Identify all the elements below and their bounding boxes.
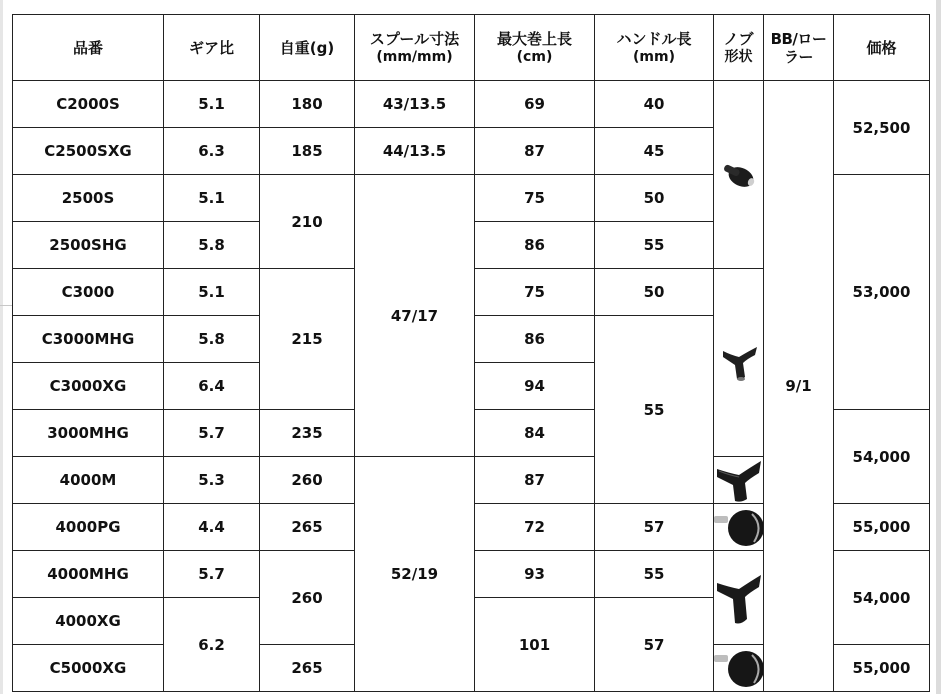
header-bb: BB/ローラー bbox=[764, 15, 834, 81]
header-handle-l2: (mm) bbox=[633, 48, 675, 65]
cell-price: 55,000 bbox=[834, 504, 930, 551]
table-row bbox=[13, 81, 930, 128]
cell-model: 4000PG bbox=[13, 504, 164, 551]
cell-handle: 55 bbox=[595, 551, 714, 598]
round-knob-icon bbox=[714, 645, 764, 691]
cell-weight: 210 bbox=[260, 175, 355, 269]
header-line-l2: (cm) bbox=[516, 48, 553, 65]
cell-weight: 215 bbox=[260, 269, 355, 410]
knob-cell bbox=[714, 551, 764, 645]
edge-tick bbox=[0, 305, 12, 306]
cell-price: 54,000 bbox=[834, 410, 930, 504]
cell-model: 4000MHG bbox=[13, 551, 164, 598]
cell-gear: 5.7 bbox=[164, 410, 260, 457]
cell-spool: 44/13.5 bbox=[355, 128, 475, 175]
cell-handle: 50 bbox=[595, 269, 714, 316]
cell-line: 84 bbox=[475, 410, 595, 457]
cell-gear: 5.7 bbox=[164, 551, 260, 598]
cell-line: 87 bbox=[475, 128, 595, 175]
cell-bb: 9/1 bbox=[764, 81, 834, 692]
cell-weight: 185 bbox=[260, 128, 355, 175]
cell-weight: 235 bbox=[260, 410, 355, 457]
header-line-l1: 最大巻上長 bbox=[496, 29, 572, 48]
cell-gear: 5.1 bbox=[164, 81, 260, 128]
round-knob-icon bbox=[714, 504, 764, 550]
header-line bbox=[475, 15, 595, 81]
cell-model: C2000S bbox=[13, 81, 164, 128]
cell-weight: 260 bbox=[260, 457, 355, 504]
knob-cell bbox=[714, 81, 764, 269]
cell-line: 75 bbox=[475, 269, 595, 316]
cell-weight: 180 bbox=[260, 81, 355, 128]
header-model: 品番 bbox=[13, 15, 164, 81]
cell-price: 53,000 bbox=[834, 175, 930, 410]
large-t-knob-icon bbox=[715, 457, 763, 503]
cell-line: 72 bbox=[475, 504, 595, 551]
header-knob bbox=[714, 15, 764, 81]
cell-gear: 6.3 bbox=[164, 128, 260, 175]
knob-cell bbox=[714, 504, 764, 551]
t-knob-icon bbox=[719, 341, 759, 385]
cell-gear: 6.2 bbox=[164, 598, 260, 692]
cell-spool: 47/17 bbox=[355, 175, 475, 457]
cell-handle: 55 bbox=[595, 316, 714, 504]
cell-price: 55,000 bbox=[834, 645, 930, 692]
cell-line: 87 bbox=[475, 457, 595, 504]
cell-model: C5000XG bbox=[13, 645, 164, 692]
cell-model: C2500SXG bbox=[13, 128, 164, 175]
cell-model: 2500SHG bbox=[13, 222, 164, 269]
cell-handle: 57 bbox=[595, 504, 714, 551]
cell-line: 93 bbox=[475, 551, 595, 598]
cell-model: 4000XG bbox=[13, 598, 164, 645]
cell-handle: 55 bbox=[595, 222, 714, 269]
knob-cell bbox=[714, 269, 764, 457]
cell-handle: 45 bbox=[595, 128, 714, 175]
cell-gear: 5.8 bbox=[164, 222, 260, 269]
cell-gear: 4.4 bbox=[164, 504, 260, 551]
header-gear: ギア比 bbox=[164, 15, 260, 81]
cell-gear: 5.3 bbox=[164, 457, 260, 504]
knob-cell bbox=[714, 645, 764, 692]
left-edge bbox=[0, 0, 3, 694]
header-handle-l1: ハンドル長 bbox=[616, 29, 692, 48]
spec-table bbox=[12, 14, 930, 692]
cell-price: 54,000 bbox=[834, 551, 930, 645]
cell-handle: 57 bbox=[595, 598, 714, 692]
cell-gear: 6.4 bbox=[164, 363, 260, 410]
cell-weight: 260 bbox=[260, 551, 355, 645]
header-spool-l2: (mm/mm) bbox=[376, 48, 453, 65]
cell-spool: 52/19 bbox=[355, 457, 475, 692]
cell-line: 75 bbox=[475, 175, 595, 222]
cell-line: 101 bbox=[475, 598, 595, 692]
cell-line: 94 bbox=[475, 363, 595, 410]
cell-model: C3000 bbox=[13, 269, 164, 316]
cell-line: 86 bbox=[475, 316, 595, 363]
header-price: 価格 bbox=[834, 15, 930, 81]
right-scroll-edge bbox=[936, 0, 941, 694]
large-t-knob-icon bbox=[715, 569, 763, 627]
cell-gear: 5.1 bbox=[164, 269, 260, 316]
header-handle bbox=[595, 15, 714, 81]
cell-handle: 50 bbox=[595, 175, 714, 222]
cell-handle: 40 bbox=[595, 81, 714, 128]
cell-model: 4000M bbox=[13, 457, 164, 504]
cell-line: 86 bbox=[475, 222, 595, 269]
header-spool-l1: スプール寸法 bbox=[369, 29, 460, 48]
cell-model: 3000MHG bbox=[13, 410, 164, 457]
cell-weight: 265 bbox=[260, 645, 355, 692]
cell-model: 2500S bbox=[13, 175, 164, 222]
cell-gear: 5.8 bbox=[164, 316, 260, 363]
header-knob-l1: ノブ bbox=[723, 29, 754, 48]
header-spool bbox=[355, 15, 475, 81]
header-knob-l2: 形状 bbox=[724, 48, 753, 65]
cell-model: C3000XG bbox=[13, 363, 164, 410]
small-t-knob-icon bbox=[719, 155, 759, 195]
cell-weight: 265 bbox=[260, 504, 355, 551]
cell-line: 69 bbox=[475, 81, 595, 128]
knob-cell bbox=[714, 457, 764, 504]
header-weight: 自重(g) bbox=[260, 15, 355, 81]
cell-model: C3000MHG bbox=[13, 316, 164, 363]
cell-spool: 43/13.5 bbox=[355, 81, 475, 128]
header-row bbox=[13, 15, 930, 81]
cell-gear: 5.1 bbox=[164, 175, 260, 222]
cell-price: 52,500 bbox=[834, 81, 930, 175]
